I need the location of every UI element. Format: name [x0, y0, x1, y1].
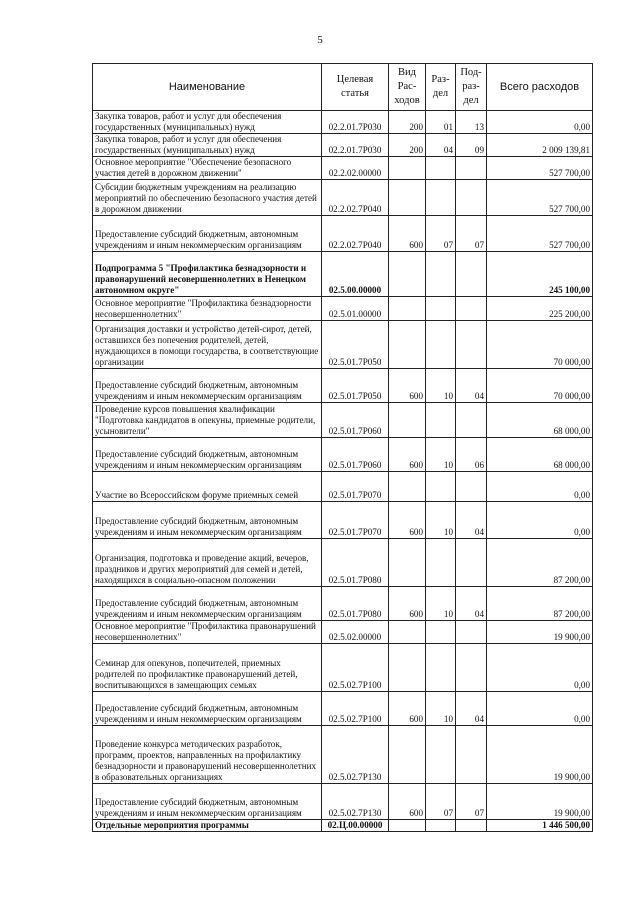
cell-total: 0,00: [487, 644, 593, 692]
cell-vid: [389, 472, 426, 502]
table-header-row: [93, 64, 593, 111]
cell-total: 527 700,00: [487, 157, 593, 180]
cell-podrazdel: [456, 539, 487, 587]
table-row: [93, 472, 593, 502]
cell-razdel: [426, 252, 456, 297]
table-row: [93, 111, 593, 134]
page-number: 5: [317, 34, 323, 46]
cell-total: 1 446 500,00: [487, 820, 593, 832]
cell-podrazdel: [456, 403, 487, 438]
cell-name: Предоставление субсидий бюджетным, автономным учреждениям и иным некоммерческим организациям: [93, 587, 322, 621]
cell-target-code: 02.2.02.7Р040: [322, 180, 389, 216]
cell-total: 0,00: [487, 472, 593, 502]
cell-target-code: 02.5.01.00000: [322, 297, 389, 321]
table-row: [93, 539, 593, 587]
cell-total: 87 200,00: [487, 587, 593, 621]
cell-target-code: 02.2.01.7Р030: [322, 111, 389, 134]
cell-total: 0,00: [487, 502, 593, 539]
table-row: [93, 157, 593, 180]
cell-name: Закупка товаров, работ и услуг для обеспечения государственных (муниципальных) нужд: [93, 134, 322, 157]
cell-podrazdel: [456, 820, 487, 832]
cell-total: 70 000,00: [487, 321, 593, 369]
table-row: [93, 621, 593, 644]
cell-target-code: 02.5.02.7Р130: [322, 784, 389, 820]
cell-vid: 600: [389, 369, 426, 403]
cell-name: Проведение курсов повышения квалификации "Подготовка кандидатов в опекуны, приемные родители, усыновители": [93, 403, 322, 438]
table-row: [93, 784, 593, 820]
cell-total: 68 000,00: [487, 403, 593, 438]
cell-razdel: 10: [426, 438, 456, 472]
cell-name: Основное мероприятие "Обеспечение безопасного участия детей в дорожном движении": [93, 157, 322, 180]
cell-total: 19 900,00: [487, 726, 593, 784]
cell-target-code: 02.5.01.7Р070: [322, 502, 389, 539]
table-row: [93, 403, 593, 438]
cell-podrazdel: [456, 621, 487, 644]
cell-total: 2 009 139,81: [487, 134, 593, 157]
cell-total: 527 700,00: [487, 216, 593, 252]
cell-razdel: 07: [426, 784, 456, 820]
table-row: [93, 502, 593, 539]
table-row: [93, 180, 593, 216]
cell-podrazdel: 04: [456, 502, 487, 539]
cell-total: 225 200,00: [487, 297, 593, 321]
cell-total: 70 000,00: [487, 369, 593, 403]
table-row: [93, 644, 593, 692]
cell-name: Основное мероприятие "Профилактика безнадзорности несовершеннолетних": [93, 297, 322, 321]
cell-target-code: 02.5.01.7Р080: [322, 539, 389, 587]
cell-podrazdel: 04: [456, 369, 487, 403]
cell-target-code: 02.5.01.7Р070: [322, 472, 389, 502]
cell-total: 68 000,00: [487, 438, 593, 472]
header-podrazdel: Под-раз-дел: [456, 64, 487, 111]
cell-vid: 600: [389, 216, 426, 252]
cell-vid: 200: [389, 111, 426, 134]
cell-name: Организация, подготовка и проведение акций, вечеров, праздников и других мероприятий для семей и детей, находящихся в социально-опасном положении: [93, 539, 322, 587]
table-row: [93, 321, 593, 369]
cell-target-code: 02.5.01.7Р060: [322, 403, 389, 438]
cell-target-code: 02.5.02.00000: [322, 621, 389, 644]
cell-vid: [389, 157, 426, 180]
cell-razdel: 04: [426, 134, 456, 157]
cell-razdel: 07: [426, 216, 456, 252]
cell-podrazdel: [456, 252, 487, 297]
cell-total: 245 100,00: [487, 252, 593, 297]
cell-podrazdel: 04: [456, 692, 487, 726]
cell-total: 19 900,00: [487, 784, 593, 820]
table-row: [93, 252, 593, 297]
cell-target-code: 02.5.01.7Р060: [322, 438, 389, 472]
header-target: Целевая статья: [322, 64, 389, 111]
cell-vid: 600: [389, 587, 426, 621]
cell-total: 87 200,00: [487, 539, 593, 587]
cell-name: Отдельные мероприятия программы: [93, 820, 322, 832]
cell-name: Предоставление субсидий бюджетным, автономным учреждениям и иным некоммерческим организациям: [93, 369, 322, 403]
cell-razdel: [426, 726, 456, 784]
cell-vid: [389, 321, 426, 369]
table-row: [93, 438, 593, 472]
cell-vid: [389, 252, 426, 297]
cell-razdel: [426, 621, 456, 644]
cell-razdel: [426, 157, 456, 180]
cell-podrazdel: 07: [456, 784, 487, 820]
header-total: Всего расходов: [487, 64, 593, 111]
cell-podrazdel: 09: [456, 134, 487, 157]
cell-vid: 600: [389, 502, 426, 539]
cell-vid: [389, 297, 426, 321]
cell-razdel: 10: [426, 502, 456, 539]
cell-target-code: 02.5.02.7Р130: [322, 726, 389, 784]
cell-name: Предоставление субсидий бюджетным, автономным учреждениям и иным некоммерческим организациям: [93, 502, 322, 539]
cell-vid: [389, 403, 426, 438]
cell-name: Проведение конкурса методических разработок, программ, проектов, направленных на профилактику безнадзорности и правонарушений несовершеннолетних в образовательных организациях: [93, 726, 322, 784]
cell-razdel: 10: [426, 692, 456, 726]
table-row: [93, 587, 593, 621]
cell-podrazdel: [456, 644, 487, 692]
cell-name: Организация доставки и устройство детей-сирот, детей, оставшихся без попечения родителей, детей, нуждающихся в помощи государства, в соответствующие организации: [93, 321, 322, 369]
cell-total: 19 900,00: [487, 621, 593, 644]
cell-target-code: 02.Ц.00.00000: [322, 820, 389, 832]
cell-podrazdel: 06: [456, 438, 487, 472]
table-row: [93, 297, 593, 321]
cell-total: 0,00: [487, 111, 593, 134]
cell-razdel: 10: [426, 369, 456, 403]
cell-target-code: 02.2.02.00000: [322, 157, 389, 180]
cell-vid: [389, 644, 426, 692]
header-vid: Вид Рас-ходов: [389, 64, 426, 111]
cell-name: Основное мероприятие "Профилактика правонарушений несовершеннолетних": [93, 621, 322, 644]
table-row: [93, 369, 593, 403]
cell-target-code: 02.5.01.7Р050: [322, 369, 389, 403]
cell-podrazdel: 07: [456, 216, 487, 252]
cell-vid: 600: [389, 692, 426, 726]
cell-name: Участие во Всероссийском форуме приемных семей: [93, 472, 322, 502]
cell-vid: 200: [389, 134, 426, 157]
cell-name: Предоставление субсидий бюджетным, автономным учреждениям и иным некоммерческим организациям: [93, 784, 322, 820]
cell-target-code: 02.5.02.7Р100: [322, 692, 389, 726]
cell-podrazdel: [456, 297, 487, 321]
cell-vid: 600: [389, 784, 426, 820]
cell-razdel: [426, 472, 456, 502]
cell-vid: [389, 621, 426, 644]
cell-razdel: [426, 297, 456, 321]
cell-name: Закупка товаров, работ и услуг для обеспечения государственных (муниципальных) нужд: [93, 111, 322, 134]
cell-podrazdel: [456, 157, 487, 180]
cell-vid: [389, 726, 426, 784]
cell-total: 0,00: [487, 692, 593, 726]
cell-razdel: [426, 820, 456, 832]
cell-target-code: 02.5.02.7Р100: [322, 644, 389, 692]
table-row: [93, 134, 593, 157]
cell-razdel: [426, 403, 456, 438]
cell-vid: [389, 820, 426, 832]
table-row: [93, 216, 593, 252]
table-row: [93, 726, 593, 784]
cell-target-code: 02.5.01.7Р050: [322, 321, 389, 369]
cell-target-code: 02.2.02.7Р040: [322, 216, 389, 252]
header-razdel: Раз-дел: [426, 64, 456, 111]
cell-name: Подпрограмма 5 "Профилактика безнадзорности и правонарушений несовершеннолетних в Ненецком автономном округе": [93, 252, 322, 297]
table-row: [93, 692, 593, 726]
cell-target-code: 02.5.01.7Р080: [322, 587, 389, 621]
cell-razdel: [426, 180, 456, 216]
cell-name: Предоставление субсидий бюджетным, автономным учреждениям и иным некоммерческим организациям: [93, 216, 322, 252]
cell-podrazdel: [456, 472, 487, 502]
cell-podrazdel: [456, 321, 487, 369]
cell-total: 527 700,00: [487, 180, 593, 216]
cell-name: Семинар для опекунов, попечителей, приемных родителей по профилактике правонарушений детей, воспитывающихся в замещающих семьях: [93, 644, 322, 692]
cell-target-code: 02.2.01.7Р030: [322, 134, 389, 157]
cell-razdel: 10: [426, 587, 456, 621]
cell-podrazdel: [456, 180, 487, 216]
cell-podrazdel: 13: [456, 111, 487, 134]
cell-name: Предоставление субсидий бюджетным, автономным учреждениям и иным некоммерческим организациям: [93, 692, 322, 726]
table-row: [93, 820, 593, 832]
budget-table: [92, 63, 593, 832]
cell-razdel: 01: [426, 111, 456, 134]
cell-vid: 600: [389, 438, 426, 472]
cell-razdel: [426, 539, 456, 587]
cell-name: Предоставление субсидий бюджетным, автономным учреждениям и иным некоммерческим организациям: [93, 438, 322, 472]
cell-razdel: [426, 644, 456, 692]
cell-podrazdel: 04: [456, 587, 487, 621]
table-body: [93, 111, 593, 832]
cell-vid: [389, 539, 426, 587]
cell-name: Субсидии бюджетным учреждениям на реализацию мероприятий по обеспечению безопасного участия детей в дорожном движении: [93, 180, 322, 216]
cell-razdel: [426, 321, 456, 369]
cell-vid: [389, 180, 426, 216]
cell-target-code: 02.5.00.00000: [322, 252, 389, 297]
cell-podrazdel: [456, 726, 487, 784]
header-name: Наименование: [93, 64, 322, 111]
